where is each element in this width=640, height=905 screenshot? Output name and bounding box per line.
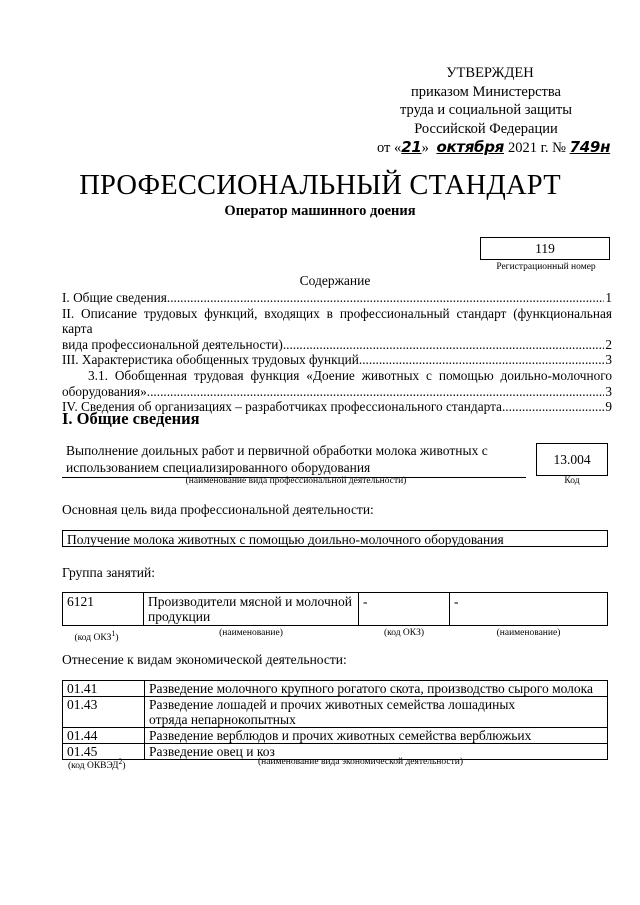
activity-kind-caption: (наименование вида профессиональной деятельности) <box>185 476 407 486</box>
date-year: 2021 г. № <box>508 140 567 156</box>
toc-item-text: 3.1. Обобщенная трудовая функция «Доение животных с помощью доильно-молочного <box>88 367 612 383</box>
approval-title: УТВЕРЖДЕН <box>446 65 534 81</box>
date-day: 21 <box>401 138 422 156</box>
okz-code: 6121 <box>63 593 144 626</box>
toc-heading: Содержание <box>299 273 371 288</box>
okved-name: Разведение овец и коз <box>145 744 608 760</box>
okz-code: - <box>359 593 450 626</box>
toc-item-page: 2 <box>605 336 612 352</box>
toc-item-page: 1 <box>605 290 612 305</box>
table-row <box>63 728 608 744</box>
okved-code: 01.41 <box>63 681 145 697</box>
table-of-contents <box>62 290 612 415</box>
toc-item-page: 9 <box>605 399 612 415</box>
activity-kind <box>62 443 526 478</box>
approval-line: труда и социальной защиты <box>400 102 572 118</box>
toc-item-page: 3 <box>605 352 612 368</box>
approval-line: приказом Министерства <box>411 83 561 100</box>
date-mid: » <box>421 140 429 156</box>
okved-name: Разведение молочного крупного рогатого скота, производство сырого молока <box>145 681 608 697</box>
date-prefix: от « <box>377 140 402 156</box>
okved-name: Разведение верблюдов и прочих животных семейства верблюжьих <box>145 728 608 744</box>
econ-activity-label: Отнесение к видам экономической деятельности: <box>62 652 347 667</box>
goal-box: Получение молока животных с помощью доильно-молочного оборудования <box>62 530 608 547</box>
toc-item[interactable] <box>62 352 612 368</box>
toc-item[interactable] <box>62 368 612 399</box>
toc-item-text: IV. Сведения об организациях – разработчиках профессионального стандарта <box>62 399 502 415</box>
toc-item-text: оборудования» <box>62 383 147 399</box>
document-title: ПРОФЕССИОНАЛЬНЫЙ СТАНДАРТ <box>79 170 561 201</box>
table-caption-row <box>63 626 608 654</box>
table-row <box>63 593 608 626</box>
approval-line: Российской Федерации <box>414 120 558 137</box>
activity-kind-line: Выполнение доильных работ и первичной обработки молока животных с <box>66 443 488 458</box>
toc-item-text: вида профессиональной деятельности) <box>62 336 283 352</box>
standard-name: Оператор машинного доения <box>224 203 416 219</box>
order-number: 749н <box>569 138 611 156</box>
activity-code: 13.004 <box>536 443 608 476</box>
toc-item[interactable] <box>62 290 612 306</box>
okved-name: Разведение лошадей и прочих животных семейства лошадиных отряда непарнокопытных <box>145 697 608 728</box>
okved-code: 01.43 <box>63 697 145 728</box>
econ-activity-table <box>62 680 608 760</box>
caption-okz-name: (наименование) <box>496 628 561 638</box>
caption-okved-name: (наименование вида экономической деятельности) <box>258 757 463 767</box>
caption-okz-name: (наименование) <box>219 628 283 638</box>
okved-code: 01.45 <box>63 744 145 760</box>
caption-okz-code: (код ОКЗ) <box>383 628 425 638</box>
toc-item[interactable] <box>62 306 612 353</box>
goal-label: Основная цель вида профессиональной деятельности: <box>62 502 374 517</box>
okz-name: Производители мясной и молочной продукции <box>144 593 359 626</box>
occupation-group-label: Группа занятий: <box>62 565 155 580</box>
registration-caption: Регистрационный номер <box>496 262 596 272</box>
toc-item-page: 3 <box>605 383 612 399</box>
okved-code: 01.44 <box>63 728 145 744</box>
registration-number-box: 119 <box>480 237 610 260</box>
date-month: октября <box>436 138 504 156</box>
approval-block <box>377 64 611 158</box>
okz-name: - <box>450 593 608 626</box>
table-row <box>63 697 608 728</box>
table-row <box>63 681 608 697</box>
toc-item-text: II. Описание трудовых функций, входящих в профессиональный стандарт (функциональная карта <box>62 305 612 337</box>
code-caption: Код <box>564 476 580 486</box>
toc-item-text: III. Характеристика обобщенных трудовых функций <box>62 352 359 368</box>
toc-item-text: I. Общие сведения <box>62 290 167 305</box>
caption-okved-code: (код ОКВЭД$^2$) <box>68 757 126 772</box>
activity-kind-line: использованием специализированного оборудования <box>66 459 371 475</box>
section-heading: I. Общие сведения <box>62 409 200 428</box>
approval-date <box>377 138 611 158</box>
occupation-group-table <box>62 592 608 653</box>
caption-okz-code: (код ОКЗ$^1$) <box>74 629 119 644</box>
